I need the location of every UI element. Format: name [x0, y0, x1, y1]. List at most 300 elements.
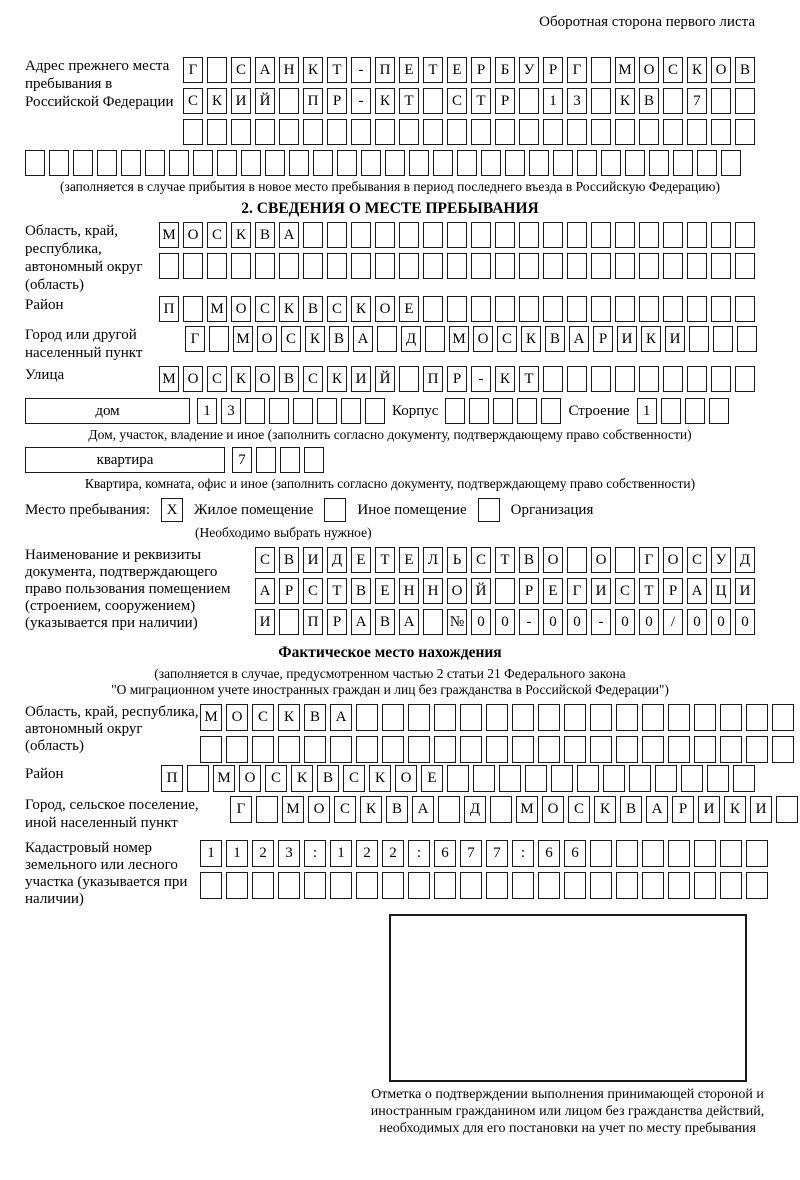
char-cell[interactable] [737, 326, 757, 352]
char-cell[interactable] [529, 150, 549, 176]
char-cell[interactable] [543, 296, 563, 322]
char-cell[interactable]: И [255, 609, 275, 635]
char-cell[interactable]: К [291, 765, 313, 792]
char-cell[interactable] [409, 150, 429, 176]
char-cell[interactable]: С [343, 765, 365, 792]
char-cell[interactable] [169, 150, 189, 176]
char-cell[interactable] [330, 872, 352, 899]
char-cell[interactable]: А [569, 326, 589, 352]
char-cell[interactable] [694, 704, 716, 731]
char-cell[interactable] [591, 296, 611, 322]
char-cell[interactable] [616, 840, 638, 867]
char-cell[interactable]: К [207, 88, 227, 114]
char-cell[interactable]: С [207, 366, 227, 392]
char-cell[interactable] [519, 119, 539, 145]
char-cell[interactable] [471, 222, 491, 248]
char-cell[interactable]: А [412, 796, 434, 823]
char-cell[interactable]: А [255, 57, 275, 83]
char-cell[interactable] [543, 222, 563, 248]
char-cell[interactable] [399, 119, 419, 145]
char-cell[interactable]: : [512, 840, 534, 867]
char-cell[interactable]: Е [543, 578, 563, 604]
char-cell[interactable] [639, 253, 659, 279]
char-cell[interactable] [226, 736, 248, 763]
char-cell[interactable]: И [750, 796, 772, 823]
char-cell[interactable] [408, 736, 430, 763]
char-cell[interactable] [629, 765, 651, 792]
char-cell[interactable]: - [591, 609, 611, 635]
char-cell[interactable] [591, 253, 611, 279]
char-cell[interactable] [423, 609, 443, 635]
char-cell[interactable]: Р [519, 578, 539, 604]
char-cell[interactable]: - [519, 609, 539, 635]
char-cell[interactable]: Р [593, 326, 613, 352]
char-cell[interactable] [525, 765, 547, 792]
char-cell[interactable]: С [334, 796, 356, 823]
char-cell[interactable]: Т [495, 547, 515, 573]
char-cell[interactable] [694, 736, 716, 763]
char-cell[interactable] [519, 88, 539, 114]
checkbox-inoe[interactable] [324, 498, 346, 522]
char-cell[interactable]: У [519, 57, 539, 83]
char-cell[interactable]: 7 [460, 840, 482, 867]
char-cell[interactable]: / [663, 609, 683, 635]
char-cell[interactable]: С [687, 547, 707, 573]
char-cell[interactable] [567, 296, 587, 322]
char-cell[interactable] [707, 765, 729, 792]
char-cell[interactable] [207, 253, 227, 279]
char-cell[interactable] [279, 253, 299, 279]
char-cell[interactable]: К [369, 765, 391, 792]
char-cell[interactable] [720, 736, 742, 763]
char-cell[interactable] [639, 119, 659, 145]
char-cell[interactable]: К [687, 57, 707, 83]
char-cell[interactable]: - [351, 57, 371, 83]
char-cell[interactable] [642, 736, 664, 763]
char-cell[interactable] [663, 296, 683, 322]
char-cell[interactable]: М [449, 326, 469, 352]
char-cell[interactable] [625, 150, 645, 176]
char-cell[interactable] [735, 253, 755, 279]
char-cell[interactable] [356, 736, 378, 763]
char-cell[interactable] [207, 57, 227, 83]
char-cell[interactable]: И [698, 796, 720, 823]
char-cell[interactable] [231, 119, 251, 145]
char-cell[interactable] [512, 872, 534, 899]
char-cell[interactable]: Б [495, 57, 515, 83]
char-cell[interactable]: : [304, 840, 326, 867]
char-cell[interactable]: М [207, 296, 227, 322]
char-cell[interactable] [399, 366, 419, 392]
char-cell[interactable] [361, 150, 381, 176]
char-cell[interactable] [538, 704, 560, 731]
char-cell[interactable] [327, 222, 347, 248]
char-cell[interactable] [121, 150, 141, 176]
char-cell[interactable]: П [159, 296, 179, 322]
char-cell[interactable]: В [386, 796, 408, 823]
char-cell[interactable] [377, 326, 397, 352]
char-cell[interactable] [721, 150, 741, 176]
char-cell[interactable]: О [395, 765, 417, 792]
char-cell[interactable]: 3 [278, 840, 300, 867]
char-cell[interactable] [382, 872, 404, 899]
char-cell[interactable]: К [305, 326, 325, 352]
char-cell[interactable] [183, 253, 203, 279]
char-cell[interactable] [590, 872, 612, 899]
char-cell[interactable]: О [473, 326, 493, 352]
char-cell[interactable] [564, 736, 586, 763]
char-cell[interactable]: 1 [637, 398, 657, 424]
char-cell[interactable]: 1 [200, 840, 222, 867]
char-cell[interactable] [209, 326, 229, 352]
char-cell[interactable]: П [423, 366, 443, 392]
char-cell[interactable] [673, 150, 693, 176]
char-cell[interactable] [495, 578, 515, 604]
char-cell[interactable]: 0 [711, 609, 731, 635]
char-cell[interactable] [460, 704, 482, 731]
char-cell[interactable] [434, 736, 456, 763]
char-cell[interactable] [590, 736, 612, 763]
char-cell[interactable]: К [615, 88, 635, 114]
char-cell[interactable]: А [279, 222, 299, 248]
char-cell[interactable]: С [255, 547, 275, 573]
char-cell[interactable]: О [183, 366, 203, 392]
char-cell[interactable] [519, 222, 539, 248]
char-cell[interactable] [616, 704, 638, 731]
char-cell[interactable]: 0 [687, 609, 707, 635]
char-cell[interactable]: К [375, 88, 395, 114]
char-cell[interactable]: С [252, 704, 274, 731]
char-cell[interactable] [97, 150, 117, 176]
char-cell[interactable]: И [591, 578, 611, 604]
char-cell[interactable] [567, 222, 587, 248]
char-cell[interactable] [591, 57, 611, 83]
char-cell[interactable]: Г [567, 578, 587, 604]
char-cell[interactable] [591, 222, 611, 248]
char-cell[interactable]: 0 [543, 609, 563, 635]
char-cell[interactable]: М [159, 222, 179, 248]
char-cell[interactable] [279, 609, 299, 635]
checkbox-organizaciya[interactable] [478, 498, 500, 522]
char-cell[interactable] [541, 398, 561, 424]
char-cell[interactable] [567, 366, 587, 392]
char-cell[interactable]: Д [327, 547, 347, 573]
char-cell[interactable] [512, 736, 534, 763]
char-cell[interactable] [457, 150, 477, 176]
char-cell[interactable]: В [375, 609, 395, 635]
char-cell[interactable] [685, 398, 705, 424]
char-cell[interactable]: Т [423, 57, 443, 83]
char-cell[interactable]: О [257, 326, 277, 352]
char-cell[interactable] [460, 872, 482, 899]
char-cell[interactable] [145, 150, 165, 176]
char-cell[interactable] [711, 119, 731, 145]
char-cell[interactable] [543, 366, 563, 392]
char-cell[interactable] [776, 796, 798, 823]
char-cell[interactable]: И [665, 326, 685, 352]
char-cell[interactable] [382, 736, 404, 763]
char-cell[interactable] [351, 222, 371, 248]
char-cell[interactable]: О [375, 296, 395, 322]
char-cell[interactable] [499, 765, 521, 792]
char-cell[interactable]: О [663, 547, 683, 573]
char-cell[interactable] [735, 119, 755, 145]
char-cell[interactable] [543, 253, 563, 279]
char-cell[interactable] [746, 704, 768, 731]
char-cell[interactable]: Р [471, 57, 491, 83]
char-cell[interactable]: Т [375, 547, 395, 573]
char-cell[interactable] [495, 222, 515, 248]
char-cell[interactable] [720, 704, 742, 731]
char-cell[interactable]: И [303, 547, 323, 573]
char-cell[interactable]: 1 [226, 840, 248, 867]
char-cell[interactable]: К [278, 704, 300, 731]
char-cell[interactable] [327, 119, 347, 145]
char-cell[interactable] [486, 872, 508, 899]
char-cell[interactable]: 3 [567, 88, 587, 114]
char-cell[interactable] [577, 150, 597, 176]
char-cell[interactable] [687, 253, 707, 279]
char-cell[interactable]: 6 [434, 840, 456, 867]
char-cell[interactable] [289, 150, 309, 176]
char-cell[interactable] [591, 88, 611, 114]
char-cell[interactable]: Р [279, 578, 299, 604]
char-cell[interactable] [615, 222, 635, 248]
char-cell[interactable] [505, 150, 525, 176]
char-cell[interactable]: 0 [639, 609, 659, 635]
char-cell[interactable]: В [545, 326, 565, 352]
char-cell[interactable] [265, 150, 285, 176]
char-cell[interactable] [471, 296, 491, 322]
char-cell[interactable]: Н [279, 57, 299, 83]
char-cell[interactable]: Е [375, 578, 395, 604]
char-cell[interactable] [445, 398, 465, 424]
char-cell[interactable] [382, 704, 404, 731]
char-cell[interactable]: Н [399, 578, 419, 604]
char-cell[interactable] [495, 253, 515, 279]
char-cell[interactable] [356, 704, 378, 731]
char-cell[interactable] [615, 547, 635, 573]
char-cell[interactable] [375, 119, 395, 145]
char-cell[interactable] [278, 872, 300, 899]
char-cell[interactable]: К [641, 326, 661, 352]
char-cell[interactable]: Г [567, 57, 587, 83]
char-cell[interactable] [615, 296, 635, 322]
char-cell[interactable] [735, 88, 755, 114]
char-cell[interactable] [408, 872, 430, 899]
char-cell[interactable]: С [471, 547, 491, 573]
char-cell[interactable] [303, 253, 323, 279]
char-cell[interactable] [473, 765, 495, 792]
char-cell[interactable]: С [327, 296, 347, 322]
char-cell[interactable] [639, 296, 659, 322]
char-cell[interactable]: Р [663, 578, 683, 604]
char-cell[interactable]: О [308, 796, 330, 823]
char-cell[interactable]: О [591, 547, 611, 573]
char-cell[interactable] [687, 222, 707, 248]
char-cell[interactable]: С [615, 578, 635, 604]
char-cell[interactable] [711, 88, 731, 114]
char-cell[interactable]: И [735, 578, 755, 604]
char-cell[interactable]: 6 [538, 840, 560, 867]
char-cell[interactable]: Н [423, 578, 443, 604]
char-cell[interactable]: К [351, 296, 371, 322]
char-cell[interactable]: Р [543, 57, 563, 83]
char-cell[interactable]: П [375, 57, 395, 83]
char-cell[interactable] [663, 222, 683, 248]
char-cell[interactable] [616, 736, 638, 763]
char-cell[interactable]: И [617, 326, 637, 352]
char-cell[interactable]: И [351, 366, 371, 392]
char-cell[interactable]: М [282, 796, 304, 823]
char-cell[interactable] [423, 222, 443, 248]
char-cell[interactable]: С [231, 57, 251, 83]
char-cell[interactable] [663, 88, 683, 114]
char-cell[interactable]: Т [519, 366, 539, 392]
char-cell[interactable] [663, 253, 683, 279]
char-cell[interactable] [538, 872, 560, 899]
char-cell[interactable] [200, 872, 222, 899]
char-cell[interactable]: С [447, 88, 467, 114]
char-cell[interactable] [711, 222, 731, 248]
char-cell[interactable] [356, 872, 378, 899]
char-cell[interactable]: О [239, 765, 261, 792]
char-cell[interactable]: О [183, 222, 203, 248]
char-cell[interactable] [245, 398, 265, 424]
char-cell[interactable]: А [353, 326, 373, 352]
char-cell[interactable]: Р [672, 796, 694, 823]
char-cell[interactable] [255, 119, 275, 145]
char-cell[interactable] [711, 366, 731, 392]
char-cell[interactable]: О [255, 366, 275, 392]
char-cell[interactable]: Е [447, 57, 467, 83]
char-cell[interactable]: О [447, 578, 467, 604]
char-cell[interactable] [471, 119, 491, 145]
char-cell[interactable]: Т [399, 88, 419, 114]
char-cell[interactable] [327, 253, 347, 279]
char-cell[interactable] [399, 253, 419, 279]
char-cell[interactable] [687, 119, 707, 145]
char-cell[interactable]: И [231, 88, 251, 114]
char-cell[interactable] [668, 704, 690, 731]
char-cell[interactable]: К [521, 326, 541, 352]
char-cell[interactable] [25, 150, 45, 176]
char-cell[interactable]: В [279, 547, 299, 573]
char-cell[interactable] [423, 88, 443, 114]
char-cell[interactable]: Й [255, 88, 275, 114]
char-cell[interactable]: В [255, 222, 275, 248]
char-cell[interactable] [399, 222, 419, 248]
char-cell[interactable]: К [303, 57, 323, 83]
char-cell[interactable] [486, 704, 508, 731]
char-cell[interactable]: В [317, 765, 339, 792]
char-cell[interactable] [495, 119, 515, 145]
char-cell[interactable] [746, 872, 768, 899]
char-cell[interactable] [564, 872, 586, 899]
char-cell[interactable] [438, 796, 460, 823]
char-cell[interactable]: А [351, 609, 371, 635]
char-cell[interactable] [639, 222, 659, 248]
char-cell[interactable] [733, 765, 755, 792]
char-cell[interactable] [304, 872, 326, 899]
char-cell[interactable]: В [639, 88, 659, 114]
char-cell[interactable] [481, 150, 501, 176]
char-cell[interactable] [278, 736, 300, 763]
char-cell[interactable] [495, 296, 515, 322]
char-cell[interactable]: В [351, 578, 371, 604]
char-cell[interactable] [590, 704, 612, 731]
char-cell[interactable] [663, 366, 683, 392]
char-cell[interactable]: В [303, 296, 323, 322]
char-cell[interactable] [735, 222, 755, 248]
char-cell[interactable]: Р [447, 366, 467, 392]
char-cell[interactable] [567, 253, 587, 279]
char-cell[interactable] [639, 366, 659, 392]
char-cell[interactable] [772, 704, 794, 731]
char-cell[interactable] [772, 736, 794, 763]
char-cell[interactable] [447, 296, 467, 322]
char-cell[interactable] [317, 398, 337, 424]
char-cell[interactable]: А [255, 578, 275, 604]
char-cell[interactable] [256, 447, 276, 473]
char-cell[interactable] [687, 296, 707, 322]
char-cell[interactable] [351, 253, 371, 279]
char-cell[interactable]: О [543, 547, 563, 573]
char-cell[interactable] [447, 222, 467, 248]
char-cell[interactable] [231, 253, 251, 279]
char-cell[interactable]: С [663, 57, 683, 83]
char-cell[interactable]: О [711, 57, 731, 83]
char-cell[interactable] [241, 150, 261, 176]
char-cell[interactable] [591, 366, 611, 392]
char-cell[interactable]: О [226, 704, 248, 731]
char-cell[interactable]: 7 [486, 840, 508, 867]
char-cell[interactable] [551, 765, 573, 792]
char-cell[interactable] [668, 736, 690, 763]
char-cell[interactable]: 1 [197, 398, 217, 424]
char-cell[interactable]: А [646, 796, 668, 823]
char-cell[interactable] [471, 253, 491, 279]
char-cell[interactable]: Р [327, 609, 347, 635]
char-cell[interactable]: К [724, 796, 746, 823]
char-cell[interactable]: М [615, 57, 635, 83]
char-cell[interactable] [434, 872, 456, 899]
char-cell[interactable]: 3 [221, 398, 241, 424]
char-cell[interactable]: К [279, 296, 299, 322]
char-cell[interactable]: : [408, 840, 430, 867]
char-cell[interactable] [375, 222, 395, 248]
dom-type-box[interactable]: дом [25, 398, 190, 424]
char-cell[interactable]: П [303, 88, 323, 114]
char-cell[interactable] [567, 547, 587, 573]
char-cell[interactable] [720, 872, 742, 899]
char-cell[interactable]: 6 [564, 840, 586, 867]
char-cell[interactable]: М [159, 366, 179, 392]
char-cell[interactable] [590, 840, 612, 867]
char-cell[interactable] [567, 119, 587, 145]
char-cell[interactable] [469, 398, 489, 424]
char-cell[interactable] [697, 150, 717, 176]
char-cell[interactable]: С [303, 366, 323, 392]
char-cell[interactable] [73, 150, 93, 176]
char-cell[interactable] [711, 296, 731, 322]
char-cell[interactable] [279, 119, 299, 145]
char-cell[interactable]: С [568, 796, 590, 823]
char-cell[interactable]: Р [327, 88, 347, 114]
char-cell[interactable] [375, 253, 395, 279]
char-cell[interactable] [735, 296, 755, 322]
char-cell[interactable] [564, 704, 586, 731]
